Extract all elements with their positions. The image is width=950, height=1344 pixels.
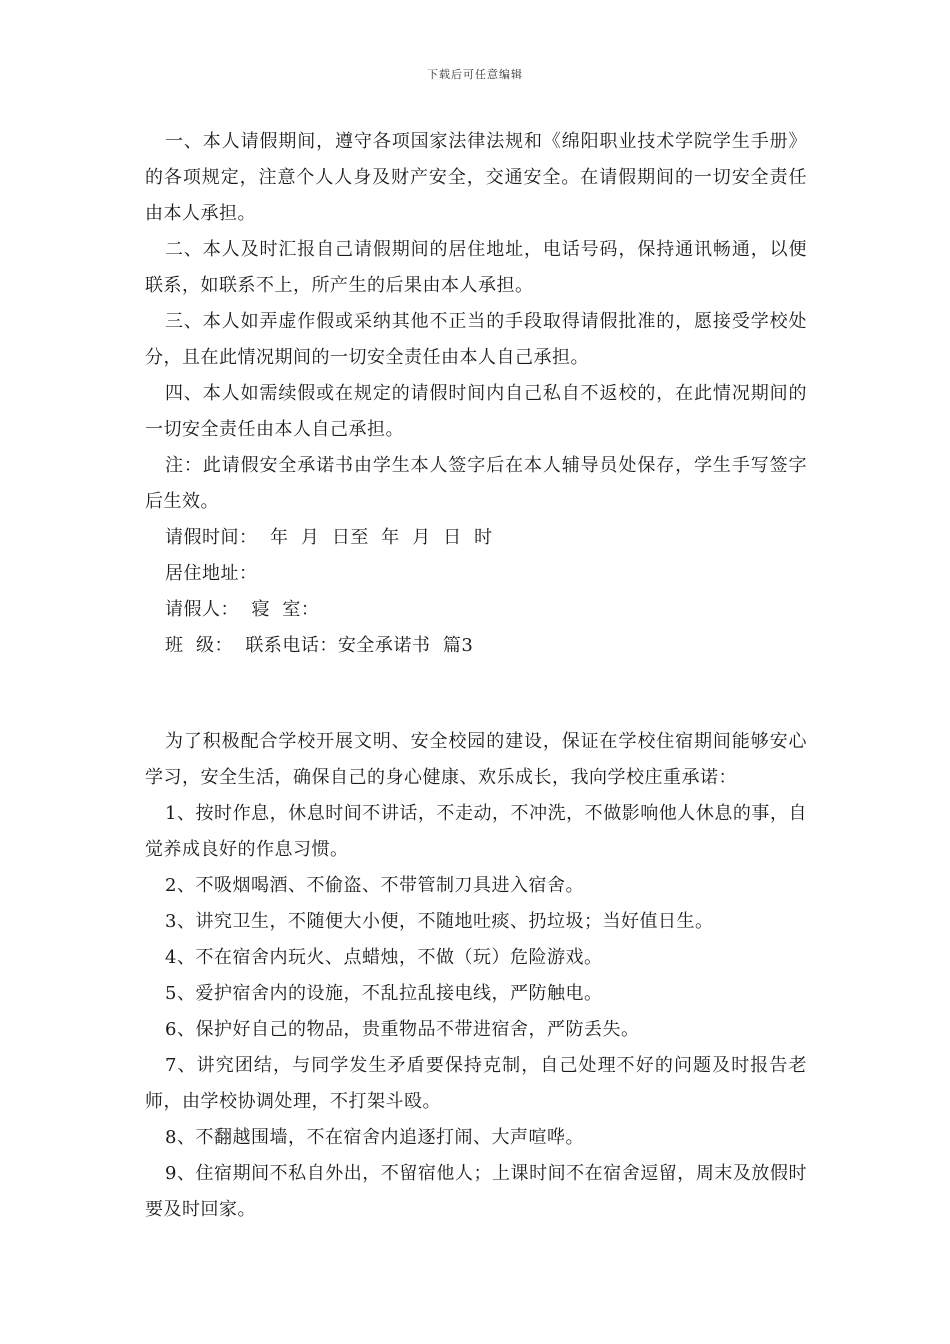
form-line-applicant-dorm: 请假人： 寝 室： <box>165 599 320 620</box>
commitment-item: 6、保护好自己的物品，贵重物品不带进宿舍，严防丢失。 <box>165 1019 640 1040</box>
paragraph: 一、本人请假期间，遵守各项国家法律法规和《绵阳职业技术学院学生手册》的各项规定，注意个人人身及财产安全，交通安全。在请假期间的一切安全责任由本人承担。 <box>145 131 807 224</box>
commitment-item: 5、爱护宿舍内的设施，不乱拉乱接电线，严防触电。 <box>165 983 603 1004</box>
header-note: 下载后可任意编辑 <box>427 68 523 81</box>
commitment-item: 1、按时作息，休息时间不讲话，不走动，不冲洗，不做影响他人休息的事，自觉养成良好的作息习惯。 <box>145 803 807 860</box>
intro-paragraph: 为了积极配合学校开展文明、安全校园的建设，保证在学校住宿期间能够安心学习，安全生活，确保自己的身心健康、欢乐成长，我向学校庄重承诺： <box>145 731 807 788</box>
form-line-leave-time: 请假时间： 年 月 日至 年 月 日 时 <box>165 527 493 548</box>
commitment-item: 9、住宿期间不私自外出，不留宿他人；上课时间不在宿舍逗留，周末及放假时要及时回家。 <box>145 1163 807 1220</box>
paragraph: 二、本人及时汇报自己请假期间的居住地址，电话号码，保持通讯畅通，以便联系，如联系不上，所产生的后果由本人承担。 <box>145 239 807 296</box>
paragraph: 四、本人如需续假或在规定的请假时间内自己私自不返校的，在此情况期间的一切安全责任由本人自己承担。 <box>145 383 807 440</box>
dormitory-commitment-section <box>145 724 807 1228</box>
form-line-address: 居住地址： <box>165 563 258 584</box>
commitment-item: 3、讲究卫生，不随便大小便，不随地吐痰、扔垃圾；当好值日生。 <box>165 911 714 932</box>
commitment-item: 8、不翻越围墙，不在宿舍内追逐打闹、大声喧哗。 <box>165 1127 584 1148</box>
form-line-class-phone: 班 级： 联系电话：安全承诺书 篇3 <box>165 635 474 656</box>
leave-safety-commitment-section <box>145 124 807 664</box>
commitment-item: 7、讲究团结，与同学发生矛盾要保持克制，自己处理不好的问题及时报告老师，由学校协调处理，不打架斗殴。 <box>145 1055 807 1112</box>
commitment-item: 4、不在宿舍内玩火、点蜡烛，不做（玩）危险游戏。 <box>165 947 603 968</box>
commitment-item: 2、不吸烟喝酒、不偷盗、不带管制刀具进入宿舍。 <box>165 875 584 896</box>
paragraph: 三、本人如弄虚作假或采纳其他不正当的手段取得请假批准的，愿接受学校处分，且在此情况期间的一切安全责任由本人自己承担。 <box>145 311 807 368</box>
note-paragraph: 注：此请假安全承诺书由学生本人签字后在本人辅导员处保存，学生手写签字后生效。 <box>145 455 807 512</box>
